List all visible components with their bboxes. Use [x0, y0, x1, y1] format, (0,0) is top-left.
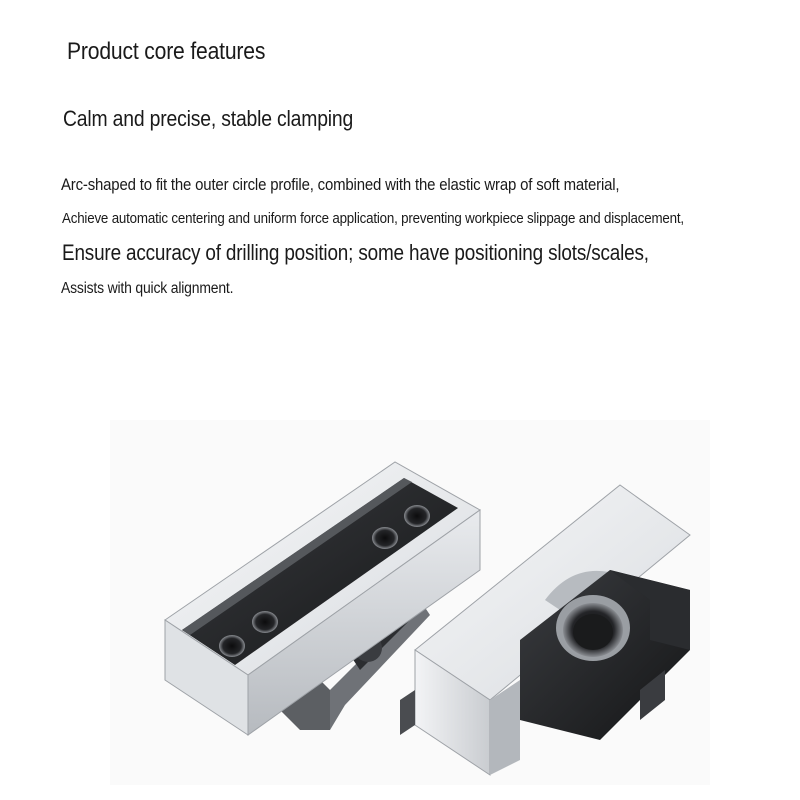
feature-line-2: Achieve automatic centering and uniform force application, preventing workpiece slippage and displacement, — [62, 211, 684, 227]
section-subtitle: Calm and precise, stable clamping — [63, 106, 354, 131]
feature-line-1: Arc-shaped to fit the outer circle profile, combined with the elastic wrap of soft material, — [61, 175, 620, 194]
feature-line-3: Ensure accuracy of drilling position; some have positioning slots/scales, — [62, 240, 649, 265]
feature-line-4: Assists with quick alignment. — [61, 280, 234, 297]
page-title: Product core features — [67, 38, 266, 65]
